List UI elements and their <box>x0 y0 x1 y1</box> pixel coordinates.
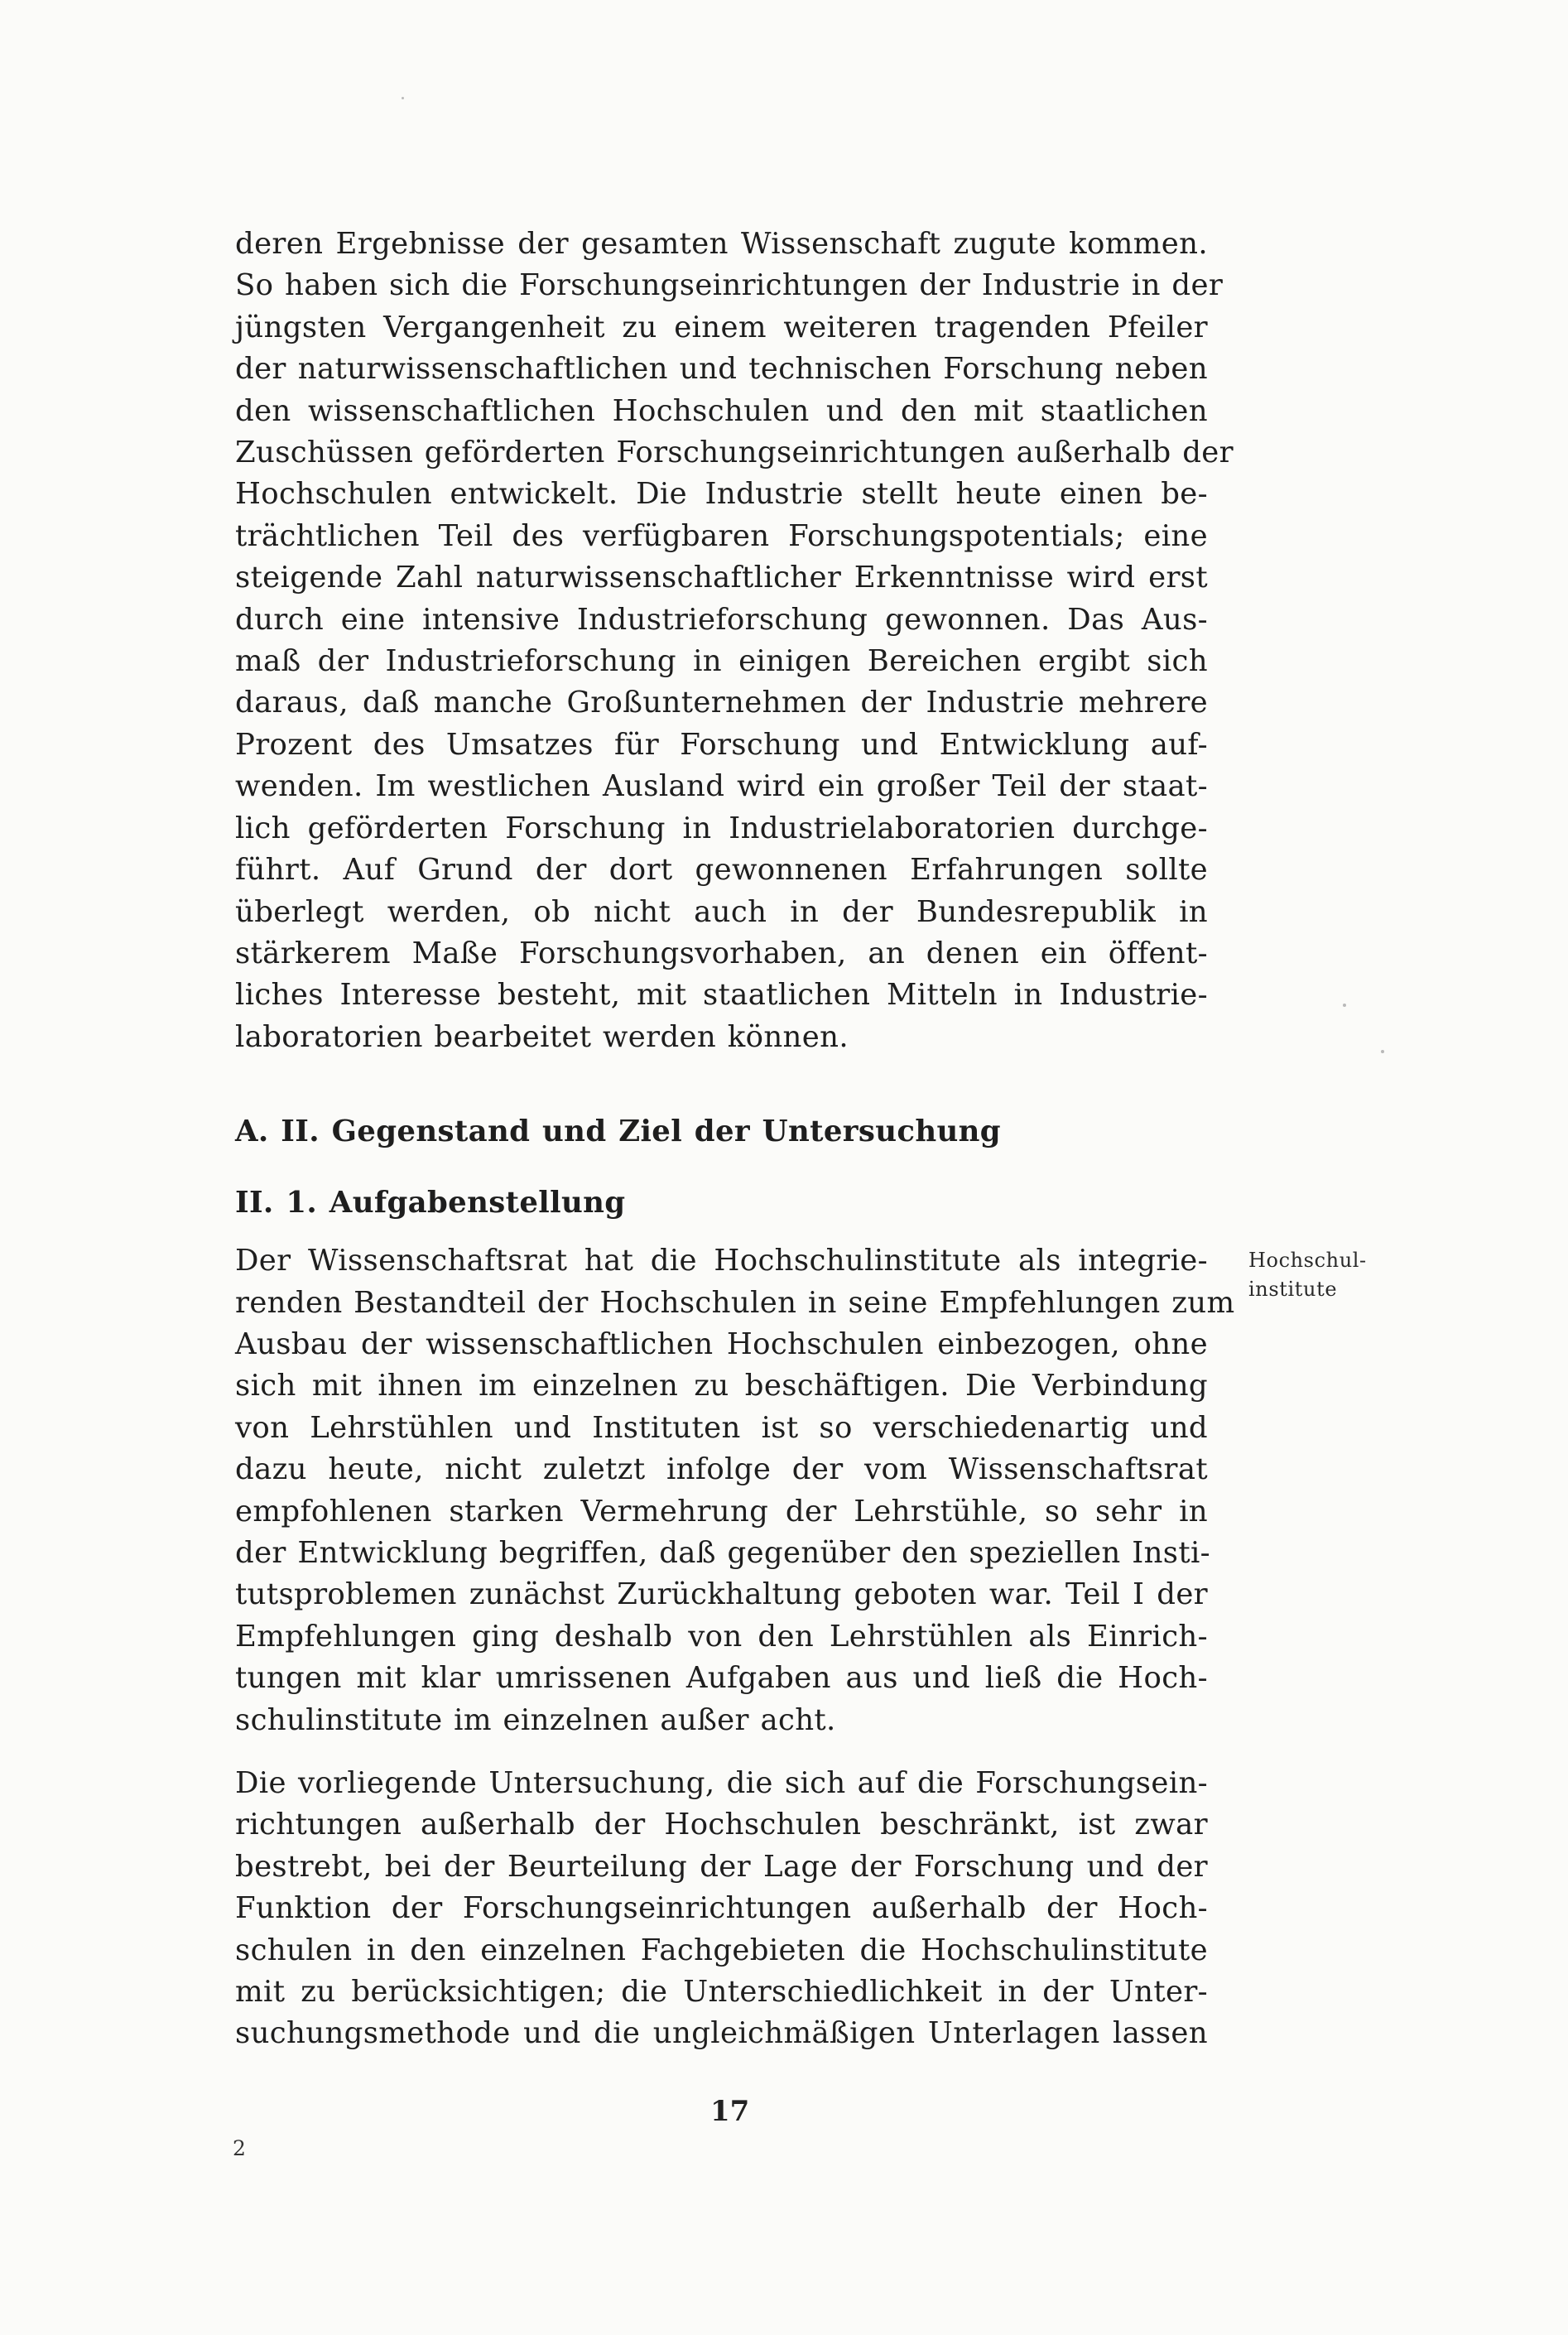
text-line: von Lehrstühlen und Instituten ist so verschiedenartig und <box>235 1410 1208 1445</box>
text-line: laboratorien bearbeitet werden können. <box>235 1019 849 1054</box>
text-line: schulinstitute im einzelnen außer acht. <box>235 1702 836 1737</box>
text-line: sich mit ihnen im einzelnen zu beschäftigen. Die Verbindung <box>235 1369 1208 1403</box>
text-line: bestrebt, bei der Beurteilung der Lage der Forschung und der <box>235 1849 1208 1884</box>
text-line: wenden. Im westlichen Ausland wird ein großer Teil der staat- <box>235 769 1208 804</box>
text-line: Der Wissenschaftsrat hat die Hochschulinstitute als integrie- <box>235 1244 1208 1278</box>
text-line: suchungsmethode und die ungleichmäßigen Unterlagen lassen <box>235 2016 1208 2051</box>
text-line: Die vorliegende Untersuchung, die sich auf die Forschungsein- <box>235 1766 1208 1800</box>
paragraph-industry-research <box>235 224 1234 1058</box>
text-line: maß der Industrieforschung in einigen Bereichen ergibt sich <box>235 644 1208 679</box>
text-line: trächtlichen Teil des verfügbaren Forschungspotentials; eine <box>235 518 1208 553</box>
text-line: tungen mit klar umrissenen Aufgaben aus und ließ die Hoch- <box>235 1661 1208 1696</box>
text-line: den wissenschaftlichen Hochschulen und den mit staatlichen <box>235 393 1208 428</box>
scan-speck <box>1381 1050 1384 1053</box>
text-line: richtungen außerhalb der Hochschulen beschränkt, ist zwar <box>235 1808 1208 1842</box>
text-line: Zuschüssen geförderten Forschungseinrichtungen außerhalb der <box>235 436 1234 470</box>
text-line: der naturwissenschaftlichen und technischen Forschung neben <box>235 352 1208 387</box>
paragraph-hochschulinstitute <box>235 1240 1235 1741</box>
text-line: stärkerem Maße Forschungsvorhaben, an denen ein öffent- <box>235 936 1208 970</box>
paragraph-untersuchung <box>235 1763 1208 2055</box>
text-line: Funktion der Forschungseinrichtungen außerhalb der Hoch- <box>235 1891 1208 1926</box>
text-line: So haben sich die Forschungseinrichtungen der Industrie in der <box>235 268 1224 303</box>
text-line: deren Ergebnisse der gesamten Wissenschaft zugute kommen. <box>235 227 1208 261</box>
text-line: steigende Zahl naturwissenschaftlicher Erkenntnisse wird erst <box>235 561 1208 595</box>
text-line: dazu heute, nicht zuletzt infolge der vom Wissenschaftsrat <box>235 1452 1208 1487</box>
text-line: jüngsten Vergangenheit zu einem weiteren tragenden Pfeiler <box>235 310 1208 344</box>
text-line: Prozent des Umsatzes für Forschung und Entwicklung auf- <box>235 727 1208 762</box>
marginal-note-line: institute <box>1248 1278 1338 1301</box>
scan-speck <box>402 97 404 99</box>
text-line: empfohlenen starken Vermehrung der Lehrstühle, so sehr in <box>235 1494 1208 1529</box>
text-line: Empfehlungen ging deshalb von den Lehrstühlen als Einrich- <box>235 1619 1208 1654</box>
text-line: renden Bestandteil der Hochschulen in seine Empfehlungen zum <box>235 1285 1235 1320</box>
subsection-heading: II. 1. Aufgabenstellung <box>235 1186 626 1220</box>
text-line: schulen in den einzelnen Fachgebieten die Hochschulinstitute <box>235 1933 1208 1967</box>
text-line: durch eine intensive Industrieforschung gewonnen. Das Aus- <box>235 602 1208 637</box>
text-line: lich geförderten Forschung in Industrielaboratorien durchge- <box>235 811 1208 845</box>
text-line: führt. Auf Grund der dort gewonnenen Erfahrungen sollte <box>235 853 1208 888</box>
text-line: der Entwicklung begriffen, daß gegenüber den speziellen Insti- <box>235 1535 1211 1570</box>
text-line: daraus, daß manche Großunternehmen der Industrie mehrere <box>235 686 1208 720</box>
marginal-note-line: Hochschul- <box>1248 1249 1367 1272</box>
sheet-signature-mark: 2 <box>233 2136 246 2160</box>
marginal-note <box>1248 1246 1367 1304</box>
text-line: überlegt werden, ob nicht auch in der Bundesrepublik in <box>235 894 1208 929</box>
section-heading: A. II. Gegenstand und Ziel der Untersuchung <box>235 1115 1001 1149</box>
text-line: Hochschulen entwickelt. Die Industrie stellt heute einen be- <box>235 477 1208 512</box>
text-line: Ausbau der wissenschaftlichen Hochschulen einbezogen, ohne <box>235 1326 1208 1361</box>
text-line: tutsproblemen zunächst Zurückhaltung geboten war. Teil I der <box>235 1577 1208 1612</box>
page-number: 17 <box>710 2095 750 2128</box>
text-line: liches Interesse besteht, mit staatlichen Mitteln in Industrie- <box>235 978 1208 1013</box>
text-column <box>235 224 1235 2055</box>
text-line: mit zu berücksichtigen; die Unterschiedlichkeit in der Unter- <box>235 1975 1208 2010</box>
scan-speck <box>1343 1004 1346 1007</box>
